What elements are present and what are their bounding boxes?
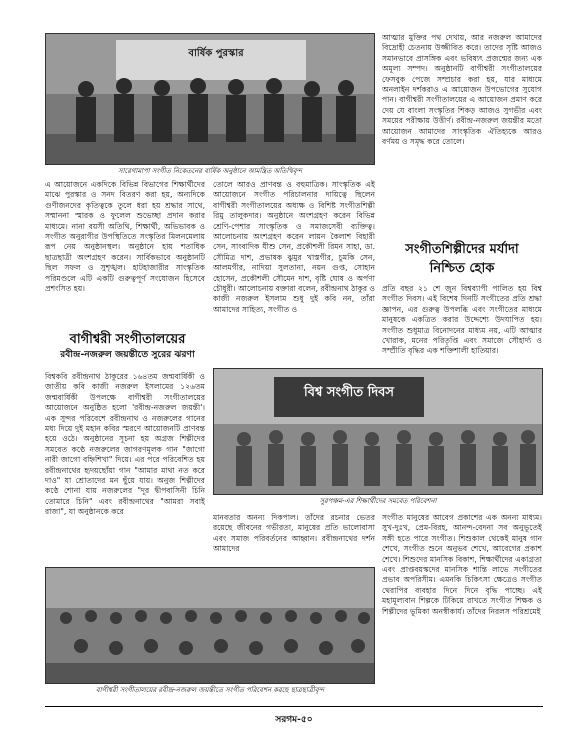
jayanti-performance-photo: [45, 567, 375, 684]
headline-line2: রবীন্দ্র-নজরুল জয়ন্তীতে সুরের ঝরণা: [60, 349, 195, 360]
headline2-line1: সংগীতশিল্পীদের মর্যাদা: [405, 242, 519, 257]
world-music-day-caption: সুরপঞ্চম-এর শিক্ষার্থীদের সমবেত পরিবেশনা: [319, 497, 437, 505]
headline-baghishwari: [45, 331, 210, 362]
page-footer: সরগম-৫০: [275, 715, 313, 725]
music-importance-text: সংগীত মানুষের আবেগ প্রকাশের এক অনন্য মাধ্যম। সুখ-দুঃখ, প্রেম-বিরহ, আনন্দ-বেদনা সব অনুভূতেই সঙ্গী হতে পারে সংগীত। শিশুকাল থেকেই মানুষ গান শেখে, সংগীত শুনে অনুভব শেখে, আবেগের প্রকাশ শেখে। শিশুদের মানসিক বিকাশ, শিক্ষার্থীদের একাগ্রতা এবং প্রাপ্তবয়স্কদের মানসিক শান্তি লাভে সংগীতের প্রভাব অপরিসীম। এমনকি চিকিৎসা ক্ষেত্রেও সংগীত থেরাপির ব্যবহার দিনে দিনে বৃদ্ধি পাচ্ছে। এই মহামূল্যবান শিল্পকে টিকিয়ে রাখতে সংগীত শিক্ষক ও শিল্পীদের ভূমিকা অনস্বীকার্য। তাঁদের নিরলস পরিশ্রমেই: [382, 513, 542, 616]
article1-closing-text: আত্মার মুক্তির পথ দেখায়, আর নজরুল আমাদের বিদ্রোহী চেতনায় উজ্জীবিত করে। তাদের সৃষ্টি আজও সমানভাবে প্রাসঙ্গিক এবং ভবিষ্যৎ প্রজন্মের জন্য এক অমূল্য সম্পদ। অনুষ্ঠানটি বাগীশ্বরী সংগীতালয়ের ফেসবুক পেজে সম্প্রচার করা হয়, যার মাধ্যমে অনলাইন দর্শকরাও এ আয়োজন উপভোগের সুযোগ পান। বাগীশ্বরী সংগীতালয়ের এ আয়োজন প্রমাণ করে দেয় যে বাংলা সংস্কৃতির শিকড় আজও সুগভীর এবং সময়ের পরীক্ষায় উত্তীর্ণ। রবীন্দ্র-নজরুল জয়ন্তীর মতো আয়োজন আমাদের সাংস্কৃতিক ঐতিহ্যকে আরও বর্ণময় ও সমৃদ্ধ করে তোলে।: [382, 33, 542, 147]
article1-conclusion-text: মানবতার অনন্য দিকপাল। তাঁদের রচনার ভেতর রয়েছে জীবনের গভীরতা, মানুষের প্রতি ভালোবাসা এবং সমাজ পরিবর্তনের আহ্বান। রবীন্দ্রনাথের দর্শন আমাদের: [213, 513, 375, 554]
performance-group-scene: [46, 568, 375, 684]
headline2-line2: নিশ্চিত হোক: [429, 261, 495, 276]
award-ceremony-photo: [45, 33, 375, 165]
article1-intro-text: এ আয়োজনে একদিকে বিভিন্ন বিভাগের শিক্ষার্থীদের মাঝে পুরস্কার ও সনদ বিতরণ করা হয়, অন্যদিকে গুণীজনদের কৃতিত্বকে তুলে ধরা হয় শ্রদ্ধার সাথে, সম্মাননা স্মারক ও ফুলেল শুভেচ্ছা প্রদান করার মাধ্যমে। নানা বয়সী অতিথি, শিক্ষার্থী, অভিভাবক ও সংগীত অনুরাগীর উপস্থিতিতে সংস্কৃতির মিলনমেলায় রূপ নেয় অনুষ্ঠানস্থল। অনুষ্ঠানে হায় শতাধিক ছাত্রছাত্রী অংশগ্রহণ করেন। সার্বিকভাবে অনুষ্ঠানটি ছিল সফল ও সুশৃঙ্খল। হাটহাজারীর সাংস্কৃতিক পরিমণ্ডলে এটি একটি গুরুত্বপূর্ণ সংযোজন হিসেবে প্রশংসিত হয়।: [45, 180, 205, 294]
world-music-day-text: প্রতি বছর ২১ শে জুন বিশ্বব্যাপী পালিত হয় বিশ্ব সংগীত দিবস। এই বিশেষ দিনটি সংগীতের প্রতি শ্রদ্ধা জ্ঞাপন, এর গুরুত্ব উপলব্ধি এবং সংগীতের মাধ্যমে মানুষকে একত্রিত করার উদ্দেশ্যে উদযাপিত হয়। সংগীত শুধুমাত্র বিনোদনের মাধ্যম নয়, এটি আত্মার খোরাক, মনের পরিতৃপ্তি এবং সমাজে সৌহার্দ্য ও সম্প্রীতি বৃদ্ধির এক শক্তিশালী হাতিয়ার।: [382, 284, 542, 356]
headline-line1: বাগীশ্বরী সংগীতালয়ের: [69, 332, 186, 347]
article2-body-text: বিশ্বকবি রবীন্দ্রনাথ ঠাকুরের ১৬৪তম জন্মবার্ষিকী ও জাতীয় কবি কাজী নজরুল ইসলামের ১২৬তম জন্মবার্ষিকী উপলক্ষে বাগীশ্বরী সংগীতালয়ের আয়োজনে অনুষ্ঠিত হলো 'রবীন্দ্র-নজরুল জয়ন্তী'। এক সুন্দর পরিবেশে রবীন্দ্রনাথ ও নজরুলের গানের মধ্য দিয়ে দুই মহান কবির স্মরণে আয়োজনটি প্রাণবন্ত হয়ে ওঠে। অনুষ্ঠানের সূচনা হয় অগ্রজ শিল্পীদের সমবেত কণ্ঠে নজরুলের জাগরণমূলক গান "জাগো নারী জাগো বহ্নিশিখা" দিয়ে। এর পরে পরিবেশিত হয় রবীন্দ্রনাথের হৃদয়ছোঁয়া গান "আমার মাথা নত করে দাও" যা শ্রোতাদের মন ছুঁয়ে যায়। অনুজ শিল্পীদের কণ্ঠে শোনা যায় নজরুলের "দূর দ্বীপবাসিনী চিনি তোমারে চিনি" এবং রবীন্দ্রনাথের "আমরা সবাই রাজা", যা অনুষ্ঠানকে করে: [45, 372, 205, 517]
world-music-day-banner: বিশ্ব সংগীত দিবস: [304, 385, 394, 400]
award-photo-caption: সারেগামাপা সংগীত নিকেতনের বার্ষিক অনুষ্ঠানে আমন্ত্রিত অতিথিবৃন্দ: [118, 167, 302, 175]
world-music-day-photo: [213, 368, 543, 495]
article1-continuation-text: তোলে আরও প্রাণবন্ত ও বহুমাত্রিক। সাংস্কৃতিক এই আয়োজনে সংগীত পরিচালনার দায়িত্বে ছিলেন বাগীশ্বরী সংগীতালয়ের অধ্যক্ষ ও বিশিষ্ট সংগীতশিল্পী রিমু তালুকদার। অনুষ্ঠানে অংশগ্রহণ করেন বিভিন্ন শ্রেণি-পেশার সাংস্কৃতিক ও সমাজসেবী ব্যক্তিত্ব। আলোচনায় অংশগ্রহণ করেন লায়ন কৈলাশ বিহারী সেন, সাংবাদিক যীশু সেন, প্রকৌশলী রিমন সাহা, ডা. সৌমিত্র দাশ, প্রভাষক ঝুমুর খাস্তগীর, চুমকি সেন, আলমগীর, নাদিয়া সুলতানা, নয়ন গুপ্ত, সোহান হোসেন, প্রকৌশলী সৌমেন দাশ, বৃষ্টি ঘোষ ও অর্পণা চৌধুরী। আলোচনায় বক্তারা বলেন, রবীন্দ্রনাথ ঠাকুর ও কাজী নজরুল ইসলাম শুধু দুই কবি নন, তাঁরা আমাদের সাহিত্য, সংগীত ও: [213, 180, 375, 314]
award-banner-text: বার্ষিক পুরস্কার: [188, 48, 244, 59]
jayanti-performance-caption: বাগীশ্বরী সংগীতালয়ের রবীন্দ্র-নজরুল জয়ন্তীতে সংগীত পরিবেশন করছে ছাত্রছাত্রীবৃন্দ: [95, 686, 325, 694]
headline-musicians-dignity: [382, 240, 542, 278]
footer-rule: [45, 706, 543, 707]
